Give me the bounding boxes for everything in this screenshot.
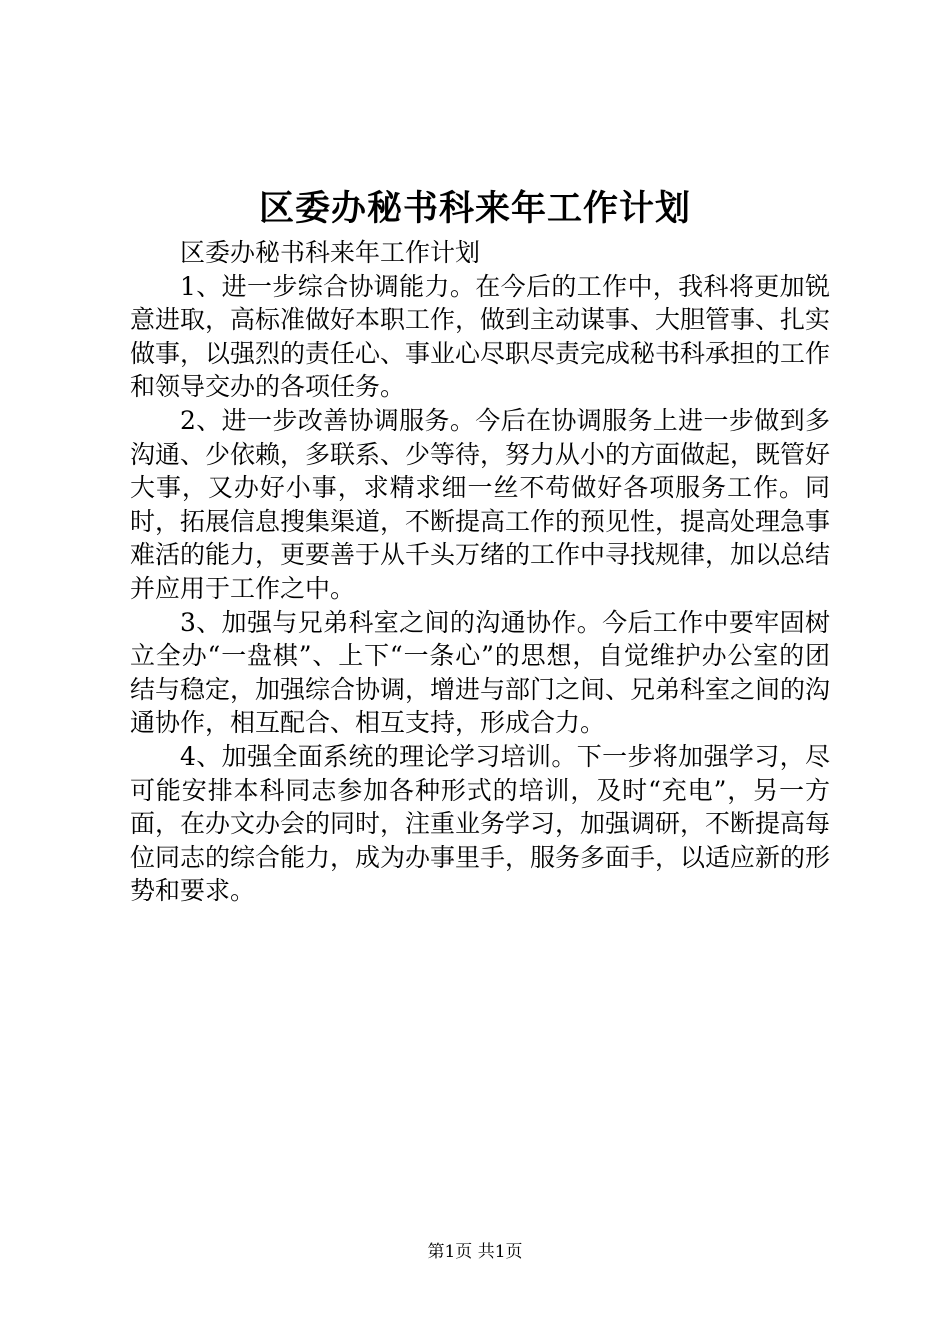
document-title: 区委办秘书科来年工作计划	[258, 188, 691, 229]
paragraph-item-3: 3、加强与兄弟科室之间的沟通协作。今后工作中要牢固树立全办“一盘棋”、上下“一条心”的思想，自觉维护办公室的团结与稳定，加强综合协调，增进与部门之间、兄弟科室之间的沟通协作，相互配合、相互支持，形成合力。	[130, 607, 831, 738]
page-footer: 第1页 共1页	[427, 1242, 523, 1262]
paragraph-subtitle: 区委办秘书科来年工作计划	[180, 238, 481, 267]
document-body	[130, 236, 830, 908]
paragraph-item-2: 2、进一步改善协调服务。今后在协调服务上进一步做到多沟通、少依赖，多联系、少等待，努力从小的方面做起，既管好大事，又办好小事，求精求细一丝不苟做好各项服务工作。同时，拓展信息搜集渠道，不断提高工作的预见性，提高处理急事难活的能力，更要善于从千头万绪的工作中寻找规律，加以总结并应用于工作之中。	[130, 405, 831, 603]
paragraph-item-1: 1、进一步综合协调能力。在今后的工作中，我科将更加锐意进取，高标准做好本职工作，做到主动谋事、大胆管事、扎实做事，以强烈的责任心、事业心尽职尽责完成秘书科承担的工作和领导交办的各项任务。	[130, 271, 831, 402]
paragraph-item-4: 4、加强全面系统的理论学习培训。下一步将加强学习，尽可能安排本科同志参加各种形式的培训，及时“充电”，另一方面，在办文办会的同时，注重业务学习，加强调研，不断提高每位同志的综合能力，成为办事里手，服务多面手，以适应新的形势和要求。	[130, 741, 831, 906]
